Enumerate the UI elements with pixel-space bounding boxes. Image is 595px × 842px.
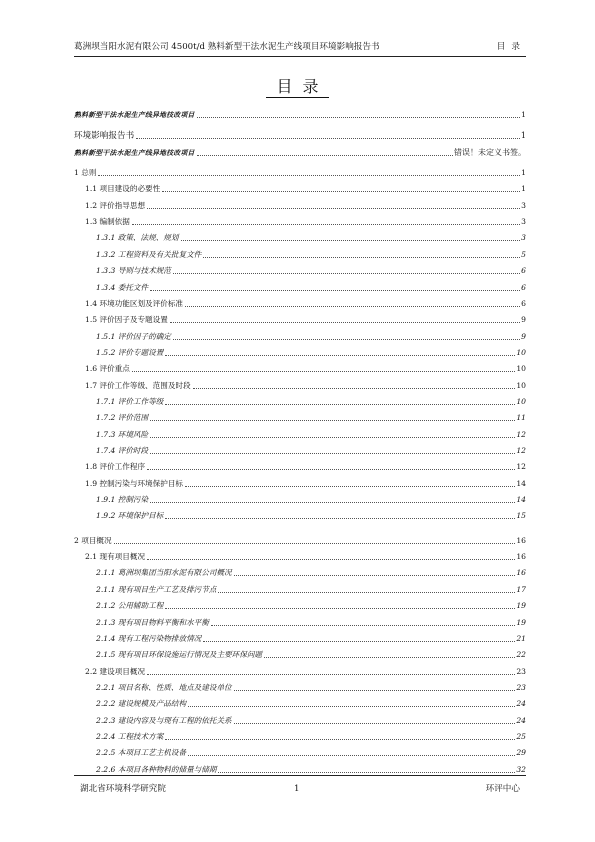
toc-entry[interactable]	[74, 583, 526, 596]
toc-entry-label: 1.3 编制依据	[85, 217, 130, 227]
toc-dot-leader	[147, 469, 515, 470]
toc-entry-label: 1.7.1 评价工作等级	[96, 396, 164, 406]
toc-entry[interactable]	[74, 379, 526, 392]
toc-entry[interactable]	[74, 346, 526, 359]
toc-entry[interactable]	[74, 199, 526, 212]
toc-dot-leader	[132, 371, 515, 372]
toc-dot-leader	[150, 502, 515, 503]
toc-entry[interactable]	[74, 632, 526, 645]
toc-entry-label: 1.3.4 委托文件	[96, 282, 149, 292]
toc-entry-label: 熟料新型干法水泥生产线异地技改项目	[74, 111, 195, 119]
toc-entry-label: 1.7.3 环境风险	[96, 429, 149, 439]
toc-entry-label: 熟料新型干法水泥生产线异地技改项目	[74, 149, 195, 157]
toc-entry[interactable]	[74, 681, 526, 694]
toc-entry[interactable]	[74, 477, 526, 490]
toc-entry[interactable]	[74, 730, 526, 743]
toc-entry-page: 10	[516, 396, 526, 406]
toc-entry-label: 1.9 控制污染与环境保护目标	[85, 478, 184, 488]
toc-entry-page: 12	[516, 446, 526, 455]
toc-dot-leader	[162, 191, 520, 192]
toc-entry-label: 1.2 评价指导思想	[85, 200, 146, 210]
toc-entry[interactable]	[74, 129, 526, 142]
toc-entry-label: 2.2 建设项目概况	[85, 666, 146, 676]
toc-entry-page: 11	[516, 413, 526, 423]
toc-entry-page: 16	[516, 552, 526, 562]
toc-dot-leader	[165, 739, 515, 740]
toc-entry-label: 2.1.1 现有项目生产工艺及排污节点	[96, 584, 217, 594]
toc-dot-leader	[203, 257, 520, 258]
toc-entry-page: 1	[520, 131, 526, 140]
toc-dot-leader	[165, 404, 515, 405]
toc-entry-page: 24	[516, 699, 526, 709]
toc-entry[interactable]	[74, 313, 526, 326]
toc-entry-label: 环境影响报告书	[74, 131, 135, 141]
toc-dot-leader	[150, 437, 515, 438]
toc-dot-leader	[147, 674, 515, 675]
toc-entry-page: 25	[516, 731, 526, 741]
toc-entry[interactable]	[74, 264, 526, 277]
toc-entry-label: 1.3.2 工程资料及有关批复文件	[96, 249, 202, 259]
toc-entry-label: 2.2.3 建设内容及与现有工程的依托关系	[96, 715, 232, 725]
toc-entry-page: 16	[516, 568, 526, 578]
toc-entry-label: 2.2.1 项目名称、性质、地点及建设单位	[96, 682, 232, 692]
toc-entry-label: 1 总则	[74, 168, 97, 177]
toc-entry[interactable]	[74, 444, 526, 457]
toc-entry-label: 1.7.4 评价时段	[96, 446, 149, 455]
toc-entry-page: 29	[516, 748, 526, 758]
toc-dot-leader	[234, 690, 516, 691]
toc-entry-page: 3	[521, 217, 526, 227]
toc-dot-leader	[170, 322, 520, 323]
toc-entry[interactable]	[74, 281, 526, 294]
toc-dot-leader	[181, 240, 521, 241]
toc-entry-page: 19	[516, 617, 526, 627]
toc-dot-leader	[185, 306, 520, 307]
page-footer	[74, 782, 526, 796]
toc-entry[interactable]	[74, 428, 526, 441]
toc-entry-page: 23	[516, 666, 526, 676]
toc-dot-leader	[264, 657, 515, 658]
toc-dot-leader	[147, 208, 520, 209]
toc-entry-page: 23	[516, 682, 526, 692]
toc-entry-label: 1.7.2 评价范围	[96, 413, 149, 423]
toc-entry-page: 16	[516, 535, 526, 545]
toc-entry[interactable]	[74, 550, 526, 563]
toc-entry[interactable]	[74, 746, 526, 759]
toc-dot-leader	[197, 117, 521, 118]
toc-entry-label: 1.3.3 导则与技术规范	[96, 266, 171, 276]
toc-dot-leader	[136, 138, 520, 139]
toc-dot-leader	[147, 559, 515, 560]
toc-entry-page: 19	[516, 601, 526, 611]
toc-dot-leader	[114, 543, 516, 544]
toc-entry-page: 错误！未定义书签。	[454, 148, 526, 157]
toc-entry-label: 1.4 环境功能区划及评价标准	[85, 298, 184, 308]
toc-entry-label: 1.6 评价重点	[85, 364, 130, 374]
toc-dot-leader	[150, 420, 515, 421]
toc-entry-page: 3	[521, 200, 526, 210]
page-header	[74, 40, 526, 54]
toc-entry-page: 22	[516, 650, 526, 660]
toc-entry-label: 2.1.3 现有项目物料平衡和水平衡	[96, 617, 209, 627]
toc-entry[interactable]	[74, 166, 526, 179]
toc-entry-page: 9	[521, 315, 526, 325]
toc-entry[interactable]	[74, 648, 526, 661]
toc-entry-label: 1.9.1 控制污染	[96, 495, 149, 504]
toc-entry[interactable]	[74, 534, 526, 547]
toc-entry[interactable]	[74, 697, 526, 710]
toc-entry-page: 14	[516, 478, 526, 488]
toc-dot-leader	[193, 388, 516, 389]
toc-entry-page: 1	[521, 184, 526, 194]
header-document-title: 葛洲坝当阳水泥有限公司 4500t/d 熟料新型干法水泥生产线项目环境影响报告书	[74, 42, 380, 52]
toc-entry-label: 1.8 评价工作程序	[85, 462, 146, 472]
toc-entry-label: 2.2.5 本项目工艺主机设备	[96, 748, 187, 758]
toc-entry-page: 3	[521, 233, 526, 243]
toc-entry-label: 1.5.1 评价因子的确定	[96, 331, 171, 341]
toc-entry-label: 1.7 评价工作等级、范围及时段	[85, 380, 191, 390]
toc-entry[interactable]	[74, 231, 526, 244]
toc-entry-label: 2.1.2 公用辅助工程	[96, 601, 164, 611]
toc-entry-label: 2 项目概况	[74, 535, 112, 545]
toc-entry-page: 32	[516, 764, 526, 774]
toc-dot-leader	[173, 273, 520, 274]
toc-entry-label: 1.5 评价因子及专题设置	[85, 315, 168, 325]
toc-entry-page: 12	[516, 429, 526, 439]
toc-dot-leader	[98, 175, 520, 176]
toc-entry[interactable]	[74, 714, 526, 727]
toc-dot-leader	[165, 355, 515, 356]
toc-entry-label: 1.3.1 政策、法规、规划	[96, 233, 179, 243]
toc-dot-leader	[185, 486, 515, 487]
toc-entry-label: 2.1.1 葛洲坝集团当阳水泥有限公司概况	[96, 568, 232, 578]
toc-entry[interactable]	[74, 763, 526, 776]
toc-entry[interactable]	[74, 665, 526, 678]
toc-entry[interactable]	[74, 248, 526, 261]
toc-dot-leader	[188, 755, 515, 756]
toc-entry-page: 6	[521, 266, 526, 276]
toc-entry-label: 2.2.4 工程技术方案	[96, 731, 164, 741]
toc-entry-label: 1.5.2 评价专题设置	[96, 347, 164, 357]
toc-entry-page: 10	[516, 380, 526, 390]
toc-dot-leader	[218, 772, 515, 773]
toc-entry[interactable]	[74, 330, 526, 343]
toc-entry-label: 2.1 现有项目概况	[85, 552, 146, 562]
toc-entry-page: 17	[516, 584, 526, 594]
toc-entry-page: 5	[521, 249, 526, 259]
toc-dot-leader	[234, 575, 516, 576]
toc-entry[interactable]	[74, 215, 526, 228]
footer-page-number: 1	[294, 784, 300, 794]
toc-dot-leader	[234, 723, 516, 724]
toc-entry-page: 12	[516, 462, 526, 472]
toc-entry-label: 2.1.4 现有工程污染物排放情况	[96, 633, 202, 643]
toc-entry[interactable]	[74, 509, 526, 522]
toc-entry-label: 1.1 项目建设的必要性	[85, 184, 161, 194]
toc-entry-page: 1	[521, 110, 526, 119]
toc-entry-label: 1.9.2 环境保护目标	[96, 511, 164, 521]
toc-dot-leader	[165, 608, 515, 609]
toc-dot-leader	[218, 592, 515, 593]
toc-entry[interactable]	[74, 146, 526, 159]
toc-entry[interactable]	[74, 297, 526, 310]
toc-entry-label: 2.2.2 建设规模及产品结构	[96, 699, 187, 709]
toc-dot-leader	[150, 290, 520, 291]
toc-entry[interactable]	[74, 362, 526, 375]
toc-entry[interactable]	[74, 493, 526, 506]
toc-entry-label: 2.1.5 现有项目环保设施运行情况及主要环保问题	[96, 650, 263, 660]
toc-dot-leader	[173, 339, 520, 340]
page-title-text: 目录	[266, 77, 328, 98]
toc-entry[interactable]	[74, 566, 526, 579]
toc-entry-page: 1	[521, 168, 526, 177]
toc-entry[interactable]	[74, 182, 526, 195]
toc-dot-leader	[132, 224, 520, 225]
toc-dot-leader	[197, 155, 453, 156]
toc-entry-page: 6	[521, 282, 526, 292]
toc-entry[interactable]	[74, 108, 526, 121]
toc-dot-leader	[188, 706, 515, 707]
toc-entry-label: 2.2.6 本项目各种物料的储量与储期	[96, 764, 217, 774]
toc-dot-leader	[203, 641, 515, 642]
toc-entry[interactable]	[74, 411, 526, 424]
footer-organization: 湖北省环境科学研究院	[80, 784, 166, 794]
toc-entry-page: 15	[516, 511, 526, 521]
toc-dot-leader	[150, 453, 515, 454]
toc-dot-leader	[165, 518, 515, 519]
toc-entry-page: 6	[521, 298, 526, 308]
page-title	[0, 76, 595, 98]
toc-entry-page: 21	[516, 633, 526, 643]
header-rule	[74, 56, 526, 57]
toc-entry-page: 10	[516, 347, 526, 357]
toc-entry-page: 10	[516, 364, 526, 374]
toc-entry-page: 9	[521, 331, 526, 341]
toc-entry-page: 14	[516, 495, 526, 504]
toc-entry-page: 24	[516, 715, 526, 725]
toc-entry[interactable]	[74, 599, 526, 612]
footer-rule	[74, 775, 526, 776]
toc-entry[interactable]	[74, 395, 526, 408]
toc-entry[interactable]	[74, 616, 526, 629]
toc-entry[interactable]	[74, 460, 526, 473]
header-section-name: 目录	[496, 42, 526, 52]
toc-dot-leader	[211, 625, 515, 626]
footer-department: 环评中心	[485, 784, 520, 794]
